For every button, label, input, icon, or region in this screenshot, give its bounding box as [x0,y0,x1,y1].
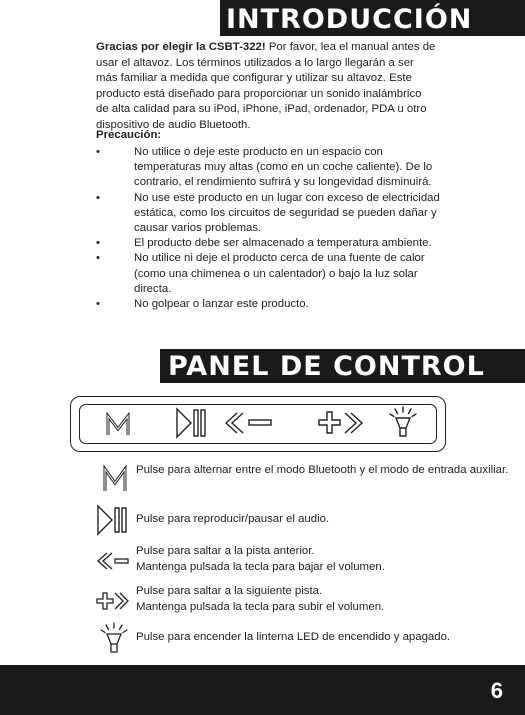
previous-volume-down-icon [96,552,130,570]
control-panel-illustration [70,396,446,452]
next-volume-up-icon [96,590,130,612]
legend-text: Pulse para encender la linterna LED de encendido y apagado. [136,631,451,643]
legend-line-1: Pulse para saltar a la siguiente pista. [136,585,323,597]
caution-list [96,145,441,312]
legend-text: Pulse para reproducir/pausar el audio. [136,513,330,525]
legend-text [136,584,516,615]
caution-item [96,251,441,297]
led-light-icon [389,406,417,440]
intro-lead-text: Por favor, lea el manual antes de usar el altavoz. Los términos utilizados a lo largo llegarán a ser más familiar a medida que configurar y utilizar su altavoz. Este producto está diseñado para proporcionar un sonido inalámbrico de alta calidad para su iPod, iPhone, iPad, ordenador, PDA u otro dispositivo de audio Bluetooth. [96,41,436,131]
bullet: • [96,146,100,158]
caution-item [96,191,441,237]
page-footer [0,665,525,715]
legend-line-2: Mantenga pulsada la tecla para bajar el volumen. [136,560,385,573]
caution-item-text: No utilice o deje este producto en un espacio con temperaturas muy altas (como en un coche caliente). De lo contrario, el rendimiento sufrirá y su longevidad disminuirá. [134,146,433,189]
intro-lead-bold: Gracias por elegir la CSBT-322! [96,41,266,53]
bullet: • [96,298,100,311]
caution-item-text: El producto debe ser almacenado a temperatura ambiente. [134,237,432,250]
caution-item [96,236,441,251]
caution-item [96,145,441,191]
caution-item-text: No utilice ni deje el producto cerca de una fuente de calor (como una chimenea o un calentador) o bajo la luz solar directa. [134,252,425,295]
legend-text: Pulse para alternar entre el modo Bluetooth y el modo de entrada auxiliar. [136,464,509,476]
page-number: 6 [490,678,503,703]
mode-icon [105,412,131,438]
control-panel-heading: PANEL DE CONTROL [160,349,525,383]
previous-volume-down-icon [223,411,275,435]
legend-line-1: Pulse para saltar a la pista anterior. [136,545,315,557]
play-pause-icon [96,504,130,536]
caution-item-text: No golpear o lanzar este producto. [134,298,309,311]
led-light-icon [100,622,128,656]
play-pause-icon [175,406,209,440]
caution-item-text: No use este producto en un lugar con exceso de electricidad estática, como los circuitos de seguridad se pueden dañar y causar varios problemas. [134,191,440,235]
legend-text [136,544,516,575]
next-volume-up-icon [317,409,367,437]
legend-line-2: Mantenga pulsada la tecla para subir el volumen. [136,600,385,613]
caution-item [96,297,441,312]
caution-title: Precaución: [96,129,162,141]
intro-paragraph [96,40,436,133]
mode-icon [102,465,128,493]
bullet: • [96,237,100,250]
intro-heading: INTRODUCCIÓN [220,0,525,36]
bullet: • [96,252,100,265]
bullet: • [96,191,100,204]
